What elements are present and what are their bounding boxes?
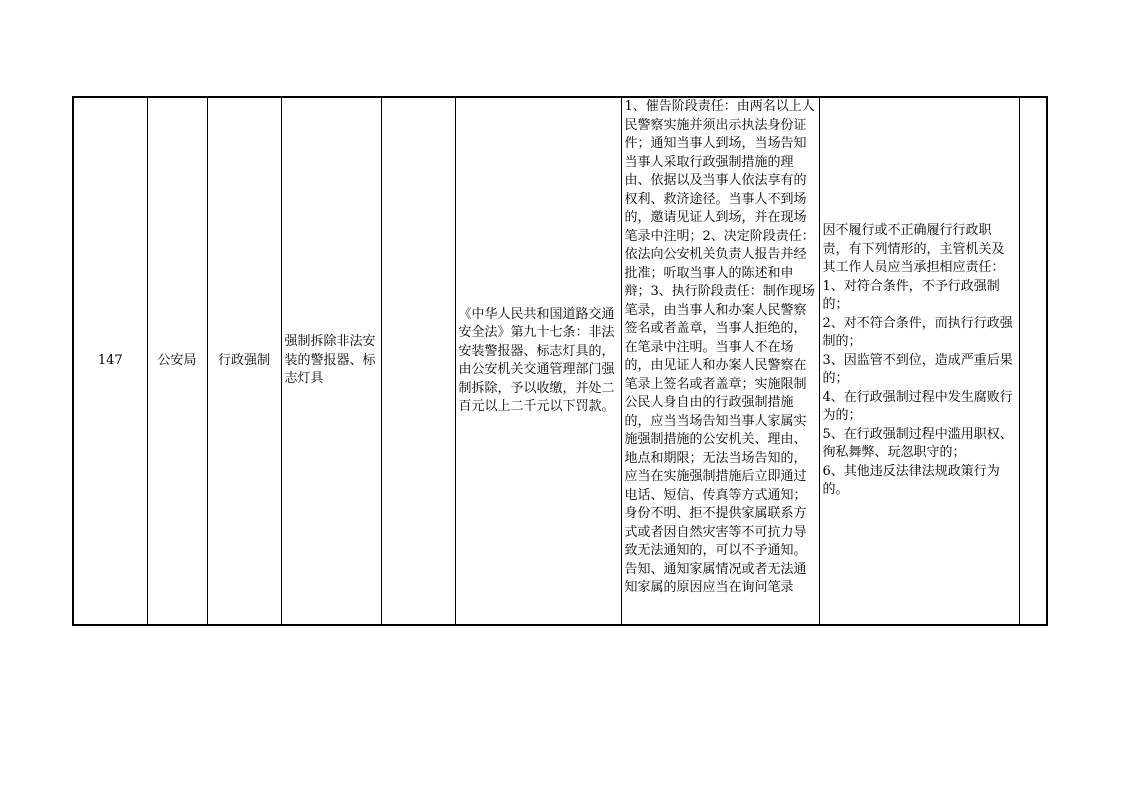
- accountability-item: 1、对符合条件，不予行政强制的；: [822, 278, 1000, 313]
- accountability-intro: 因不履行或不正确履行行政职责，有下列情形的，主管机关及其工作人员应当承担相应责任：: [822, 223, 1005, 276]
- table-row: [73, 97, 1047, 625]
- accountability-item: 3、因监管不到位，造成严重后果的；: [822, 352, 1013, 387]
- responsibility-text: 1、催告阶段责任：由两名以上人民警察实施并须出示执法身份证件；通知当事人到场，当场告知当事人采取行政强制措施的理由、依据以及当事人依法享有的权利、救济途径。当事人不到场的，邀请见证人到场，并在现场笔录中注明；2、决定阶段责任：依法向公安机关负责人报告并经批准；听取当事人的陈述和申辩；3、执行阶段责任：制作现场笔录，由当事人和办案人民警察签名或者盖章，当事人拒绝的，在笔录中注明。当事人不在场的，由见证人和办案人民警察在笔录上签名或者盖章；实施限制公民人身自由的行政强制措施的，应当当场告知当事人家属实施强制措施的公安机关、理由、地点和期限；无法当场告知的，应当在实施强制措施后立即通过电话、短信、传真等方式通知；身份不明、拒不提供家属联系方式或者因自然灾害等不可抗力导致无法通知的，可以不予通知。告知、通知家属情况或者无法通知家属的原因应当在询问笔录: [624, 99, 815, 595]
- item-name-cell: 强制拆除非法安装的警报器、标志灯具: [281, 97, 381, 625]
- sub-item-cell: [381, 97, 455, 625]
- department-cell: 公安局: [147, 97, 207, 625]
- row-number: 147: [73, 97, 147, 625]
- accountability-cell: [819, 97, 1019, 625]
- notes-cell: [1019, 97, 1047, 625]
- accountability-item: 5、在行政强制过程中滥用职权、徇私舞弊、玩忽职守的；: [822, 426, 1013, 461]
- legal-basis-cell: 《中华人民共和国道路交通安全法》第九十七条：非法安装警报器、标志灯具的，由公安机关交通管理部门强制拆除，予以收缴，并处二百元以上二千元以下罚款。: [455, 97, 621, 625]
- accountability-item: 6、其他违反法律法规政策行为的。: [822, 463, 1000, 498]
- accountability-item: 4、在行政强制过程中发生腐败行为的；: [822, 389, 1013, 424]
- responsibility-cell: [621, 97, 819, 625]
- accountability-item: 2、对不符合条件，而执行行政强制的；: [822, 315, 1013, 350]
- category-cell: 行政强制: [207, 97, 281, 625]
- authority-list-table: [72, 96, 1048, 626]
